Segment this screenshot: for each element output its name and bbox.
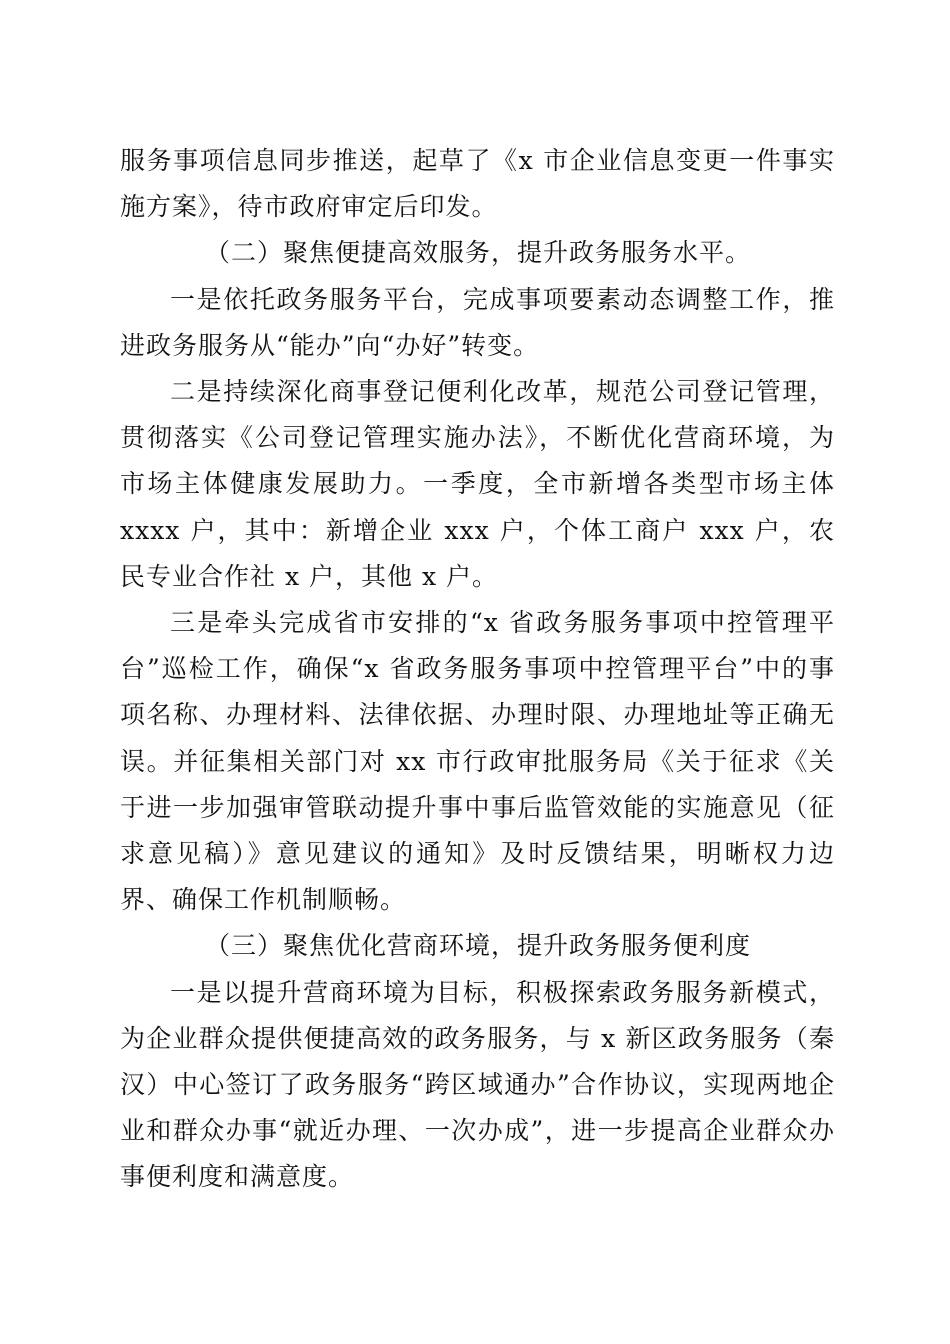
section-heading-3: （三）聚焦优化营商环境，提升政务服务便利度 — [205, 931, 752, 961]
paragraph-continuation: 服务事项信息同步推送，起草了《x 市企业信息变更一件事实施方案》，待市政府审定后印发。 — [120, 146, 835, 222]
paragraph-item-2: 二是持续深化商事登记便利化改革，规范公司登记管理，贯彻落实《公司登记管理实施办法》，不断优化营商环境，为市场主体健康发展助力。一季度，全市新增各类型市场主体 xxxx 户，其中：新增企业 xxx 户，个体工商户 xxx 户，农民专业合作社 x 户，其他 x 户。 — [120, 377, 835, 591]
document-body — [120, 138, 835, 1201]
section-heading-2: （二）聚焦便捷高效服务，提升政务服务水平。 — [205, 238, 752, 268]
paragraph-item-1: 一是依托政务服务平台，完成事项要素动态调整工作，推进政务服务从“能办”向“办好”转变。 — [120, 284, 835, 360]
paragraph-item-3: 三是牵头完成省市安排的“x 省政务服务事项中控管理平台”巡检工作，确保“x 省政务服务事项中控管理平台”中的事项名称、办理材料、法律依据、办理时限、办理地址等正确无误。并征集相关部门对 xx 市行政审批服务局《关于征求《关于进一步加强审管联动提升事中事后监管效能的实施意见（征求意见稿）》意见建议的通知》及时反馈结果，明晰权力边界、确保工作机制顺畅。 — [120, 608, 835, 915]
paragraph-item-4: 一是以提升营商环境为目标，积极探索政务服务新模式，为企业群众提供便捷高效的政务服务，与 x 新区政务服务（秦汉）中心签订了政务服务“跨区域通办”合作协议，实现两地企业和群众办事“就近办理、一次办成”，进一步提高企业群众办事便利度和满意度。 — [120, 977, 835, 1192]
